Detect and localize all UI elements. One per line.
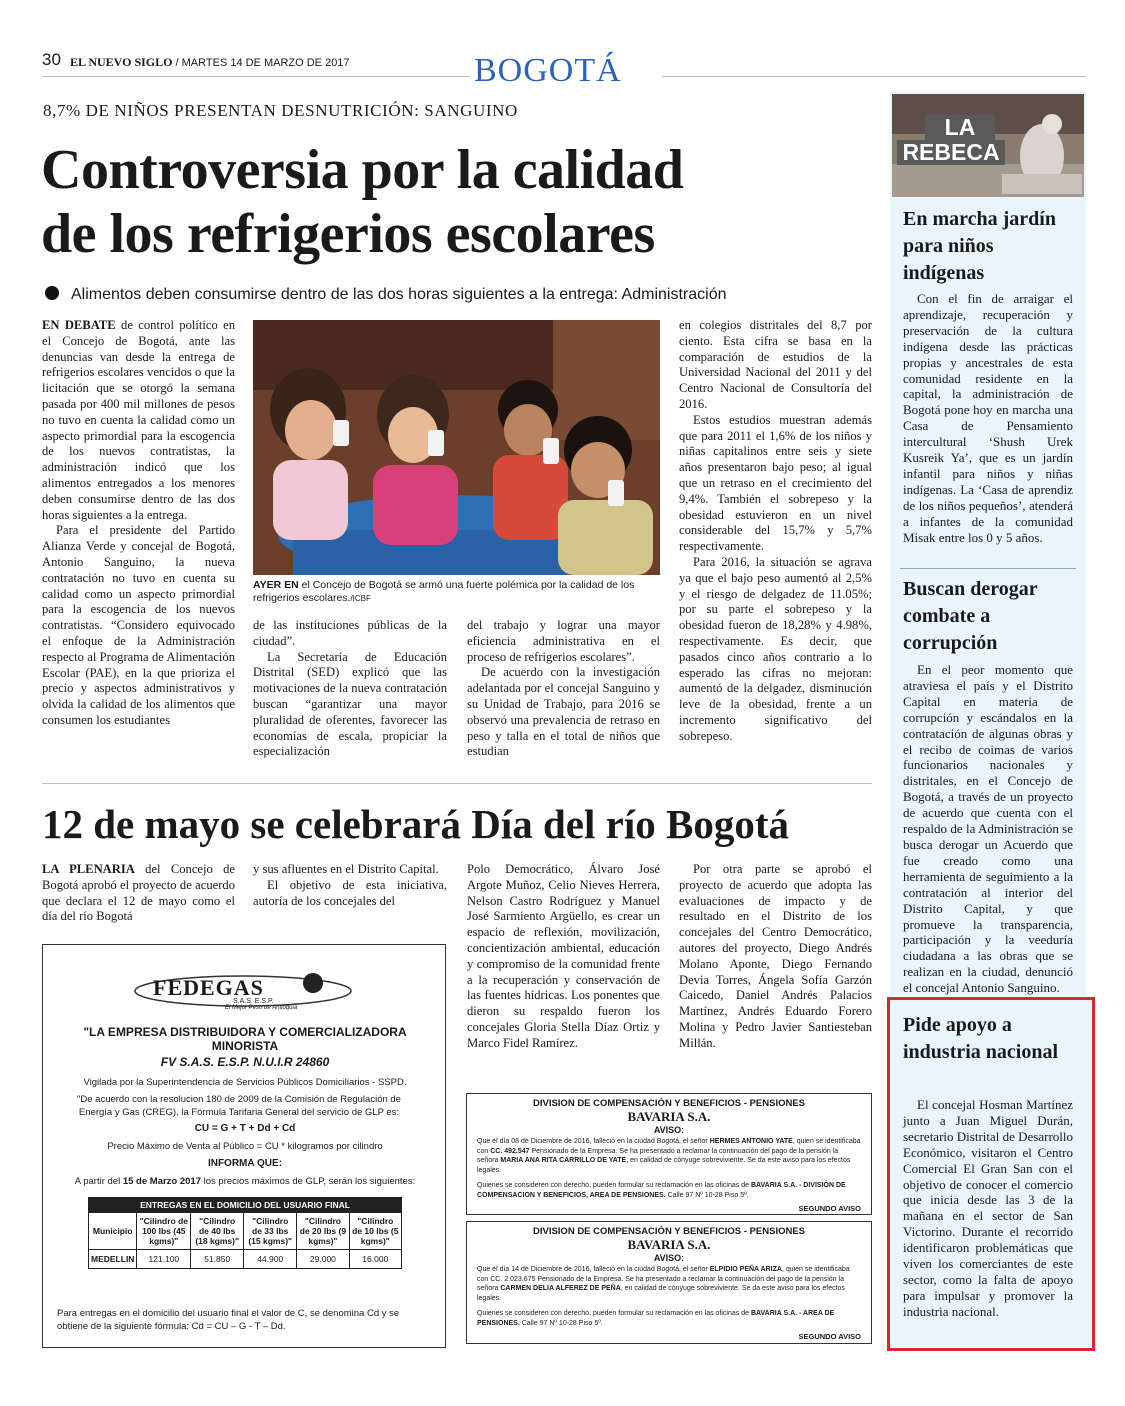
ad-partir-post: los precios máximos de GLP, serán los siguientes: (201, 1176, 416, 1187)
article-deck (45, 286, 726, 304)
table-cell: 121.100 (137, 1250, 191, 1269)
table-header-cell: "Cilindro de 33 lbs (15 kgms)" (244, 1213, 297, 1250)
table-row (89, 1250, 402, 1269)
paragraph: Polo Democrático, Álvaro José Argote Muñoz, Celio Nieves Herrera, Nelson Castro Rodríguez y Manuel José Sarmiento Argüello, es crear un espacio de reflexión, movilización, concientización ambiental, educación y compromiso de la comunidad frente a la recuperación y conservación de las fuentes hídricas. Los ponentes que dieron su respaldo fueron los concejales Gloria Stella Díaz Ortiz y Marco Fidel Ramírez. (467, 862, 660, 1050)
sidebar-item-3-head: Pide apoyo a industria nacional (903, 1014, 1059, 1063)
paragraph: El concejal Hosman Martínez junto a Juan Miguel Durán, secretario Distrital de Desarrollo Económico, visitaron el Centro Comercial El Gran San con el objetivo de conocer el comercio que inicia desde las 3 de la mañana en el sector de San Victorino. Durante el recorrido identificaron problemáticas que viven los comerciantes de este sector, como la falta de apoyo para impulsar y promover la industria nacional. (903, 1097, 1074, 1319)
ad-address: Calle 97 Nº 10-28 Piso 5º. (665, 1191, 749, 1199)
bullet-icon (45, 286, 59, 300)
table-cell: MEDELLIN (89, 1250, 137, 1269)
ad-body-text: Quienes se consideren con derecho, pueden formular su reclamación en las oficinas de (477, 1182, 751, 1189)
article-column-3 (467, 618, 660, 760)
lead-in: LA PLENARIA (42, 862, 135, 876)
photo-illustration (253, 320, 660, 575)
table-header-cell: "Cilindro de 100 lbs (45 kgms)" (137, 1213, 191, 1250)
ad-body-2 (477, 1309, 861, 1328)
ad-division: DIVISION DE COMPENSACIÓN Y BENEFICIOS - PENSIONES (532, 1226, 806, 1237)
paragraph: De acuerdo con la investigación adelantada por el concejal Sanguino y su Unidad de Trabajo, para 2016 se observó una prevalencia de retraso en peso y talla en el total de niños que estudian (467, 665, 660, 759)
caption-text: el Concejo de Bogotá se armó una fuerte polémica por la calidad de los refrigerios escolares. (253, 579, 635, 604)
ad-partir-pre: A partir del (74, 1176, 123, 1187)
table-header-cell: "Cilindro de 20 lbs (9 kgms)" (297, 1213, 349, 1250)
bavaria-ad-2 (466, 1221, 872, 1344)
ad-body (477, 1137, 861, 1175)
sidebar-item-1-body (903, 291, 1073, 546)
logo-text: FEDEGAS (153, 975, 264, 1000)
logo-sub: S.A.S. E.S.P. (233, 998, 274, 1005)
ad-division: DIVISION DE COMPENSACIÓN Y BENEFICIOS - PENSIONES (532, 1098, 806, 1109)
fedegas-ad (42, 944, 446, 1348)
paragraph: en colegios distritales del 8,7 por ciento. Esta cifra se basa en la comparación de estudios de la Universidad Nacional del 2011 y del Centro Nacional de Consultoría del 2016. (679, 318, 872, 411)
ad-body-2 (477, 1181, 861, 1200)
paragraph: del trabajo y lograr una mayor eficiencia administrativa en el proceso de refrigerios escolares”. (467, 618, 660, 664)
ad-company: BAVARIA S.A. (627, 1109, 711, 1124)
price-table (88, 1197, 402, 1269)
ad-title: "LA EMPRESA DISTRIBUIDORA Y COMERCIALIZADORA MINORISTA (83, 1025, 407, 1053)
article-divider (42, 783, 872, 784)
article-kicker: 8,7% DE NIÑOS PRESENTAN DESNUTRICIÓN: SANGUINO (43, 101, 518, 120)
table-cell: 51.850 (191, 1250, 244, 1269)
paragraph: La Secretaría de Educación Distrital (SED) explicó que las motivaciones de la nueva contratación buscan “garantizar una mayor pluralidad de oferentes, favorecer las economías de escala, propiciar la especialización (253, 649, 447, 759)
paragraph (42, 318, 235, 523)
article-column-1 (42, 318, 235, 729)
ad-address: Calle 97 Nº 10-28 Piso 5º. (519, 1319, 603, 1327)
price-table-title: ENTREGAS EN EL DOMICILIO DEL USUARIO FINAL (89, 1198, 402, 1213)
ad-body-text: , quien se identificaba con (477, 1138, 861, 1155)
article-column-2 (253, 618, 447, 760)
ad-footer: Para entregas en el domicilio del usuario final el valor de C, se denomina Cd y se obtiene de la siguiente fórmula: Cd = CU – G - T – Dd. (57, 1308, 400, 1332)
ad-aviso: AVISO: (653, 1125, 685, 1135)
ad-body-text: , en calidad de cónyuge sobreviviente. Se da este aviso para los efectos legales. (477, 1285, 845, 1302)
ad-company: BAVARIA S.A. (627, 1237, 711, 1252)
ad-claimant: CARMEN DELIA ALFEREZ DE PEÑA (500, 1285, 621, 1292)
ad-name: HERMES ANTONIO YATE (709, 1138, 793, 1145)
article-column-4 (679, 318, 872, 745)
ad-body-text: , quien se identificaba con CC. 2.023.675 Pensionado de la Empresa. Se ha presentado a reclamar la continuación del pago de la pensión la señora (477, 1266, 850, 1292)
masthead (70, 55, 350, 70)
second-column-3 (467, 862, 660, 1052)
paragraph-text: del Concejo de Bogotá aprobó el proyecto de acuerdo que declara el 12 de mayo como el día del río Bogotá (42, 862, 235, 924)
sidebar-item-2-head: Buscan derogar combate a corrupción (903, 578, 1038, 654)
paragraph-text: de control político en el Concejo de Bogotá, ante las denuncias van desde la entrega de refrigerios escolares vencidos o que la licitación que se otorgó la semana pasada por 400 mil millones de pesos no tuvo en cuenta la calidad como un aspecto primordial para la escogencia de los nuevos contratistas, la administración indicó que los alimentos entregados a los menores deben consumirse dentro de las dos horas siguientes a la entrega. (42, 318, 236, 522)
ad-body (477, 1265, 861, 1303)
ad-formula: CU = G + T + Dd + Cd (194, 1123, 296, 1134)
photo-caption (253, 579, 660, 605)
paragraph: Para 2016, la situación se agrava ya que el bajo peso aumentó al 2,5% y el riesgo de delgadez de 11.05%; por su parte el sobrepeso y la obesidad fueron de 18,28% y 4.98%, respectivamente. Es decir, que pasados cinco años contrario a lo esperado las cifras no mejoran: aumentó de la delgadez, disminución leve de la obesidad, frente a un incremento significativo del sobrepeso. (679, 554, 872, 743)
table-header-cell: "Cilindro de 40 lbs (18 kgms)" (191, 1213, 244, 1250)
ad-partir (63, 1176, 427, 1187)
photo-credit: /ICBF (350, 594, 371, 603)
label-line-2: REBECA (897, 140, 1005, 165)
table-header-cell: Municipio (89, 1213, 137, 1250)
la-rebeca-label (897, 115, 1005, 165)
paragraph: Estos estudios muestran además que para 2011 el 1,6% de los niños y niñas capitalinos entre seis y siete años presentaron bajo peso; al igual que un retraso en el crecimiento del 9,4%. También el sobrepeso y la obesidad estuvieron en un nivel considerable del 15,7% y 5,7% respectivamente. (679, 412, 872, 554)
header-rule-left (42, 76, 470, 77)
paragraph: Por otra parte se aprobó el proyecto de acuerdo que adopta las evaluaciones de impacto y de resultado en el Distrito de los concejales del Centro Democrático, autores del proyecto, Diego Andrés Molano Aponte, Diego Fernando Devia Torres, Ángela Sofía Garzón Caicedo, Daniel Andrés Palacios Martínez, Andrés Eduardo Forero Molina y Pedro Javier Santiesteban Millán. (679, 862, 872, 1050)
paragraph: de las instituciones públicas de la ciudad”. (253, 618, 447, 648)
ad-body-text: , en calidad de cónyuge sobreviviente. Se da este aviso para los efectos legales. (477, 1157, 851, 1174)
paragraph: y sus afluentes en el Distrito Capital. (253, 862, 439, 876)
article-headline (41, 138, 683, 266)
ad-cc: CC. 492.547 (490, 1147, 530, 1155)
ad-vigilada: Vigilada por la Superintendencia de Servicios Públicos Domiciliarios - SSPD. (83, 1077, 407, 1088)
sidebar-item-1-head: En marcha jardín para niños indígenas (903, 208, 1056, 284)
ad-name: ELPIDIO PEÑA ARIZA (709, 1266, 782, 1273)
fedegas-logo (133, 967, 353, 1011)
masthead-date: / MARTES 14 DE MARZO DE 2017 (172, 57, 350, 69)
second-column-2 (253, 862, 447, 909)
ad-precio: Precio Máximo de Venta al Público = CU * kilogramos por cilindro (107, 1141, 383, 1152)
ad-partir-date: 15 de Marzo 2017 (122, 1176, 201, 1187)
headline-line-2: de los refrigerios escolares (41, 203, 655, 265)
paragraph: Para el presidente del Partido Alianza Verde y concejal de Bogotá, Antonio Sanguino, la nueva contratación no tuvo en cuenta su calidad como un aspecto primordial para la escogencia de los nuevos contratistas. “Considero equivocado el enfoque de la Administración respecto al Programa de Alimentación Escolar (PAE), en la que prioriza el precio y aspectos administrativos y olvida la calidad de los alimentos que consumen los estudiantes (42, 523, 235, 727)
lead-in: EN DEBATE (42, 318, 116, 332)
table-cell: 44.900 (244, 1250, 297, 1269)
deck-text: Alimentos deben consumirse dentro de las dos horas siguientes a la entrega: Administración (71, 286, 727, 303)
header-rule-right (662, 76, 1086, 77)
sidebar-item-2-body (903, 662, 1073, 996)
ad-claimant: MARIA ANA RITA CARRILLO DE YATE (500, 1157, 627, 1164)
paragraph: Con el fin de arraigar el aprendizaje, recuperación y preservación de la cultura indígena desde las prácticas propias y ancestrales de esta comunidad residente en la capital, la administración de Bogotá pone hoy en marcha una Casa de Pensamiento intercultural ‘Shush Urek Kusreik Ya’, que es un jardín infantil para niños y niñas indígenas. La ‘Casa de aprendiz de los niños pequeños’, atenderá a infantes de la comunidad Misak entre los 0 y 5 años. (903, 291, 1073, 545)
section-title: BOGOTÁ (474, 52, 622, 89)
bavaria-ad-1 (466, 1093, 872, 1215)
ad-subtitle: FV S.A.S. E.S.P. N.U.I.R 24860 (160, 1055, 330, 1069)
paragraph (42, 862, 235, 925)
second-headline: 12 de mayo se celebrará Día del río Bogotá (42, 801, 789, 847)
ad-body-text: Que el día 08 de Diciembre de 2016, falleció en la ciudad Bogotá, el señor (477, 1138, 710, 1145)
label-line-1: LA (925, 115, 995, 140)
table-header-cell: "Cilindro de 10 lbs (5 kgms)" (349, 1213, 401, 1250)
paragraph: El objetivo de esta iniciativa, autoría de los concejales del (253, 877, 447, 908)
children-photo (253, 320, 660, 575)
ad-segundo: SEGUNDO AVISO (798, 1332, 861, 1341)
sidebar-item-3-body (903, 1097, 1073, 1320)
ad-body-text: Que el día 14 de Diciembre de 2016, falleció en la ciudad Bogotá, el señor (477, 1266, 710, 1273)
table-cell: 29.000 (297, 1250, 349, 1269)
sidebar-divider (900, 568, 1076, 569)
paragraph: En el peor momento que atraviesa el país y el Distrito Capital en materia de corrupción y escándalos en la contratación de algunas obras y el recibo de coimas de varios funcionarios nacionales y distritales, en el Concejo de Bogotá, a través de un proyecto de acuerdo que cuenta con el respaldo de la Administración se busca derogar un Acuerdo que fue creado como una herramienta de seguimiento a la contratación al interior del Distrito Capital, y que promueve la transparencia, participación y la veeduría ciudadana a las obras que se realizan en la ciudad, denunció el concejal Antonio Sanguino. (903, 662, 1073, 996)
ad-aviso: AVISO: (653, 1253, 685, 1263)
second-column-1 (42, 862, 235, 925)
logo-slogan: El Mejor Peso de Antioquia (225, 1005, 298, 1011)
table-cell: 16.000 (349, 1250, 401, 1269)
headline-line-1: Controversia por la calidad (41, 139, 684, 201)
ad-office: BAVARIA S.A. - AREA DE PENSIONES. (477, 1310, 835, 1327)
ad-resolucion: "De acuerdo con la resolucion 180 de 2009 de la Comisión de Regulación de Energía y Gas (CREG), la Fórmula Tarifaria General del servicio de GLP es: (77, 1094, 401, 1118)
ad-body-text: Pensionado de la Empresa. Se ha presentado a reclamar la continuación del pago de la pensión la señora (477, 1147, 839, 1164)
ad-informa: INFORMA QUE: (207, 1158, 283, 1169)
ad-body-text: Quienes se consideren con derecho, pueden formular su reclamación en las oficinas de (477, 1310, 751, 1317)
ad-segundo: SEGUNDO AVISO (798, 1204, 861, 1213)
masthead-name: EL NUEVO SIGLO (70, 55, 173, 69)
caption-lead: AYER EN (253, 579, 299, 591)
second-column-4 (679, 862, 872, 1052)
price-table-header (89, 1213, 402, 1250)
ad-office: BAVARIA S.A. - DIVISIÓN DE COMPENSACION Y BENEFICIOS, AREA DE PENSIONES. (477, 1182, 846, 1199)
page-number: 30 (42, 50, 61, 69)
